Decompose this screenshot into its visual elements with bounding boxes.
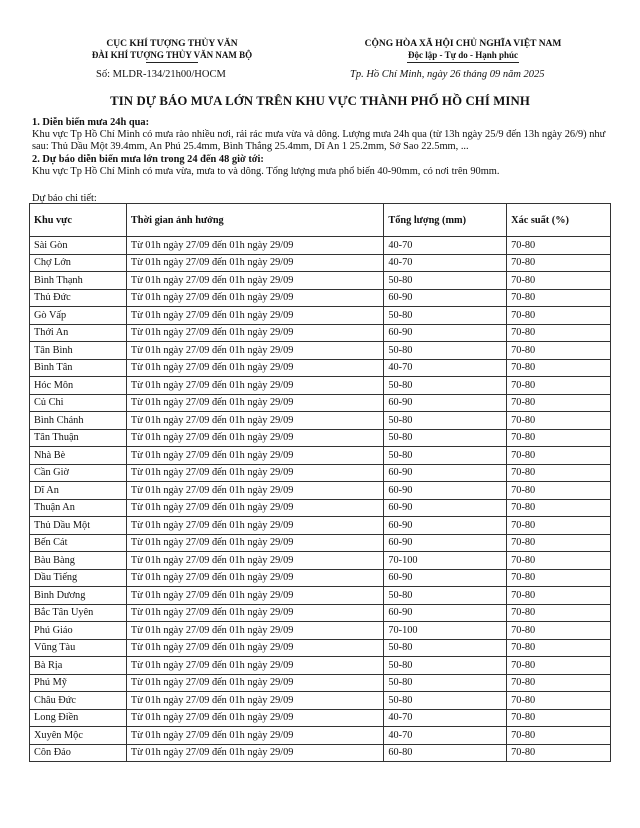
cell-amount: 60-90 — [384, 604, 507, 622]
cell-time: Từ 01h ngày 27/09 đến 01h ngày 29/09 — [126, 552, 384, 570]
table-row — [30, 709, 611, 727]
cell-amount: 50-80 — [384, 447, 507, 465]
table-row — [30, 359, 611, 377]
cell-time: Từ 01h ngày 27/09 đến 01h ngày 29/09 — [126, 674, 384, 692]
document-title: TIN DỰ BÁO MƯA LỚN TRÊN KHU VỰC THÀNH PHỐ HỒ CHÍ MINH — [110, 94, 530, 108]
cell-area: Thủ Dầu Một — [30, 517, 127, 535]
cell-area: Bình Chánh — [30, 412, 127, 430]
cell-area: Bình Thạnh — [30, 272, 127, 290]
cell-amount: 50-80 — [384, 412, 507, 430]
section2-heading: 2. Dự báo diễn biến mưa lớn trong 24 đến 48 giờ tới: — [32, 153, 264, 165]
document-body — [32, 117, 622, 178]
station-name: ĐÀI KHÍ TƯỢNG THỦY VĂN NAM BỘ — [91, 50, 253, 60]
table-row — [30, 412, 611, 430]
cell-probability: 70-80 — [507, 464, 611, 482]
cell-area: Bến Cát — [30, 534, 127, 552]
agency-header — [82, 39, 262, 63]
cell-time: Từ 01h ngày 27/09 đến 01h ngày 29/09 — [126, 639, 384, 657]
cell-time: Từ 01h ngày 27/09 đến 01h ngày 29/09 — [126, 377, 384, 395]
cell-time: Từ 01h ngày 27/09 đến 01h ngày 29/09 — [126, 482, 384, 500]
cell-probability: 70-80 — [507, 429, 611, 447]
cell-area: Bình Tân — [30, 359, 127, 377]
cell-time: Từ 01h ngày 27/09 đến 01h ngày 29/09 — [126, 307, 384, 325]
cell-area: Xuyên Mộc — [30, 727, 127, 745]
cell-amount: 50-80 — [384, 429, 507, 447]
cell-probability: 70-80 — [507, 377, 611, 395]
cell-amount: 60-90 — [384, 324, 507, 342]
cell-time: Từ 01h ngày 27/09 đến 01h ngày 29/09 — [126, 604, 384, 622]
cell-time: Từ 01h ngày 27/09 đến 01h ngày 29/09 — [126, 517, 384, 535]
cell-time: Từ 01h ngày 27/09 đến 01h ngày 29/09 — [126, 237, 384, 255]
forecast-table-body — [30, 237, 611, 762]
detail-label: Dự báo chi tiết: — [32, 193, 97, 204]
cell-amount: 60-90 — [384, 482, 507, 500]
table-row — [30, 517, 611, 535]
cell-probability: 70-80 — [507, 289, 611, 307]
cell-time: Từ 01h ngày 27/09 đến 01h ngày 29/09 — [126, 429, 384, 447]
cell-probability: 70-80 — [507, 744, 611, 762]
cell-time: Từ 01h ngày 27/09 đến 01h ngày 29/09 — [126, 709, 384, 727]
table-row — [30, 604, 611, 622]
cell-time: Từ 01h ngày 27/09 đến 01h ngày 29/09 — [126, 534, 384, 552]
cell-probability: 70-80 — [507, 534, 611, 552]
cell-probability: 70-80 — [507, 552, 611, 570]
cell-amount: 60-90 — [384, 464, 507, 482]
cell-time: Từ 01h ngày 27/09 đến 01h ngày 29/09 — [126, 692, 384, 710]
cell-time: Từ 01h ngày 27/09 đến 01h ngày 29/09 — [126, 744, 384, 762]
cell-area: Bình Dương — [30, 587, 127, 605]
table-header-row — [30, 204, 611, 237]
table-row — [30, 657, 611, 675]
cell-probability: 70-80 — [507, 324, 611, 342]
cell-probability: 70-80 — [507, 692, 611, 710]
cell-probability: 70-80 — [507, 517, 611, 535]
section2-text: Khu vực Tp Hồ Chí Minh có mưa vừa, mưa to và dông. Tổng lượng mưa phổ biến 40-90mm, có nơi trên 90mm. — [32, 165, 500, 177]
cell-probability: 70-80 — [507, 482, 611, 500]
cell-amount: 40-70 — [384, 709, 507, 727]
cell-amount: 50-80 — [384, 307, 507, 325]
table-row — [30, 254, 611, 272]
cell-probability: 70-80 — [507, 587, 611, 605]
cell-area: Phú Giáo — [30, 622, 127, 640]
cell-area: Vũng Tàu — [30, 639, 127, 657]
table-row — [30, 622, 611, 640]
cell-amount: 70-100 — [384, 552, 507, 570]
agency-name: CỤC KHÍ TƯỢNG THỦY VĂN — [106, 39, 238, 49]
table-row — [30, 464, 611, 482]
cell-amount: 40-70 — [384, 359, 507, 377]
cell-amount: 50-80 — [384, 692, 507, 710]
cell-area: Dầu Tiếng — [30, 569, 127, 587]
table-row — [30, 342, 611, 360]
cell-area: Hóc Môn — [30, 377, 127, 395]
table-row — [30, 552, 611, 570]
cell-amount: 60-90 — [384, 394, 507, 412]
cell-time: Từ 01h ngày 27/09 đến 01h ngày 29/09 — [126, 289, 384, 307]
cell-time: Từ 01h ngày 27/09 đến 01h ngày 29/09 — [126, 324, 384, 342]
cell-area: Phú Mỹ — [30, 674, 127, 692]
cell-amount: 50-80 — [384, 639, 507, 657]
cell-time: Từ 01h ngày 27/09 đến 01h ngày 29/09 — [126, 254, 384, 272]
cell-area: Chợ Lớn — [30, 254, 127, 272]
agency-underline — [146, 62, 198, 63]
table-row — [30, 534, 611, 552]
cell-amount: 60-80 — [384, 744, 507, 762]
cell-area: Thới An — [30, 324, 127, 342]
cell-amount: 50-80 — [384, 377, 507, 395]
cell-area: Tân Thuận — [30, 429, 127, 447]
cell-amount: 50-80 — [384, 342, 507, 360]
cell-area: Sài Gòn — [30, 237, 127, 255]
table-row — [30, 307, 611, 325]
cell-amount: 50-80 — [384, 674, 507, 692]
column-header-probability: Xác suất (%) — [507, 204, 611, 237]
cell-amount: 50-80 — [384, 657, 507, 675]
cell-area: Long Điền — [30, 709, 127, 727]
cell-area: Bàu Bàng — [30, 552, 127, 570]
cell-amount: 60-90 — [384, 289, 507, 307]
table-row — [30, 324, 611, 342]
cell-time: Từ 01h ngày 27/09 đến 01h ngày 29/09 — [126, 499, 384, 517]
cell-time: Từ 01h ngày 27/09 đến 01h ngày 29/09 — [126, 587, 384, 605]
cell-area: Thủ Đức — [30, 289, 127, 307]
cell-area: Châu Đức — [30, 692, 127, 710]
cell-area: Gò Vấp — [30, 307, 127, 325]
republic-header — [348, 39, 578, 63]
cell-amount: 40-70 — [384, 727, 507, 745]
cell-probability: 70-80 — [507, 254, 611, 272]
table-row — [30, 237, 611, 255]
table-row — [30, 569, 611, 587]
cell-time: Từ 01h ngày 27/09 đến 01h ngày 29/09 — [126, 727, 384, 745]
section1-text: Khu vực Tp Hồ Chí Minh có mưa rào nhiều nơi, rải rác mưa vừa và dông. Lượng mưa 24h qua (từ 13h ngày 25/9 đến 13h ngày 26/9) như sau: Thủ Dầu Một 39.4mm, An Phú 25.4mm, Bình Thắng 25.4mm, Dĩ An 1 25.2mm, Sở Sao 22.5mm, ... — [32, 129, 606, 153]
cell-probability: 70-80 — [507, 447, 611, 465]
document-number: Số: MLDR-134/21h00/HOCM — [96, 69, 226, 80]
cell-time: Từ 01h ngày 27/09 đến 01h ngày 29/09 — [126, 359, 384, 377]
table-row — [30, 289, 611, 307]
republic-name: CỘNG HÒA XÃ HỘI CHỦ NGHĨA VIỆT NAM — [364, 39, 562, 49]
forecast-table — [29, 203, 611, 762]
table-row — [30, 272, 611, 290]
cell-amount: 70-100 — [384, 622, 507, 640]
cell-time: Từ 01h ngày 27/09 đến 01h ngày 29/09 — [126, 447, 384, 465]
republic-motto: Độc lập - Tự do - Hạnh phúc — [407, 50, 518, 60]
cell-area: Côn Đảo — [30, 744, 127, 762]
cell-area: Củ Chi — [30, 394, 127, 412]
cell-probability: 70-80 — [507, 394, 611, 412]
cell-probability: 70-80 — [507, 359, 611, 377]
cell-probability: 70-80 — [507, 307, 611, 325]
cell-probability: 70-80 — [507, 569, 611, 587]
table-row — [30, 587, 611, 605]
place-date: Tp. Hồ Chí Minh, ngày 26 tháng 09 năm 2025 — [350, 69, 545, 80]
cell-area: Dĩ An — [30, 482, 127, 500]
table-row — [30, 692, 611, 710]
table-row — [30, 482, 611, 500]
cell-probability: 70-80 — [507, 412, 611, 430]
cell-amount: 40-70 — [384, 237, 507, 255]
cell-time: Từ 01h ngày 27/09 đến 01h ngày 29/09 — [126, 412, 384, 430]
column-header-amount: Tổng lượng (mm) — [384, 204, 507, 237]
cell-time: Từ 01h ngày 27/09 đến 01h ngày 29/09 — [126, 272, 384, 290]
cell-time: Từ 01h ngày 27/09 đến 01h ngày 29/09 — [126, 394, 384, 412]
table-row — [30, 639, 611, 657]
cell-area: Cần Giờ — [30, 464, 127, 482]
cell-amount: 60-90 — [384, 499, 507, 517]
cell-amount: 60-90 — [384, 534, 507, 552]
cell-probability: 70-80 — [507, 272, 611, 290]
cell-amount: 60-90 — [384, 569, 507, 587]
cell-probability: 70-80 — [507, 622, 611, 640]
cell-time: Từ 01h ngày 27/09 đến 01h ngày 29/09 — [126, 657, 384, 675]
cell-probability: 70-80 — [507, 499, 611, 517]
cell-probability: 70-80 — [507, 237, 611, 255]
cell-time: Từ 01h ngày 27/09 đến 01h ngày 29/09 — [126, 342, 384, 360]
cell-time: Từ 01h ngày 27/09 đến 01h ngày 29/09 — [126, 569, 384, 587]
cell-area: Tân Bình — [30, 342, 127, 360]
table-row — [30, 377, 611, 395]
cell-amount: 50-80 — [384, 587, 507, 605]
column-header-time: Thời gian ảnh hưởng — [126, 204, 384, 237]
cell-area: Thuận An — [30, 499, 127, 517]
cell-probability: 70-80 — [507, 639, 611, 657]
cell-probability: 70-80 — [507, 657, 611, 675]
cell-amount: 50-80 — [384, 272, 507, 290]
table-row — [30, 447, 611, 465]
cell-time: Từ 01h ngày 27/09 đến 01h ngày 29/09 — [126, 464, 384, 482]
cell-probability: 70-80 — [507, 727, 611, 745]
table-row — [30, 429, 611, 447]
cell-amount: 60-90 — [384, 517, 507, 535]
column-header-area: Khu vực — [30, 204, 127, 237]
cell-time: Từ 01h ngày 27/09 đến 01h ngày 29/09 — [126, 622, 384, 640]
table-row — [30, 394, 611, 412]
table-row — [30, 674, 611, 692]
table-row — [30, 727, 611, 745]
table-row — [30, 499, 611, 517]
cell-area: Bà Rịa — [30, 657, 127, 675]
cell-area: Nhà Bè — [30, 447, 127, 465]
cell-amount: 40-70 — [384, 254, 507, 272]
cell-probability: 70-80 — [507, 674, 611, 692]
table-row — [30, 744, 611, 762]
cell-area: Bắc Tân Uyên — [30, 604, 127, 622]
cell-probability: 70-80 — [507, 709, 611, 727]
cell-probability: 70-80 — [507, 604, 611, 622]
section1-heading: 1. Diễn biến mưa 24h qua: — [32, 117, 150, 128]
motto-underline — [407, 62, 519, 63]
cell-probability: 70-80 — [507, 342, 611, 360]
